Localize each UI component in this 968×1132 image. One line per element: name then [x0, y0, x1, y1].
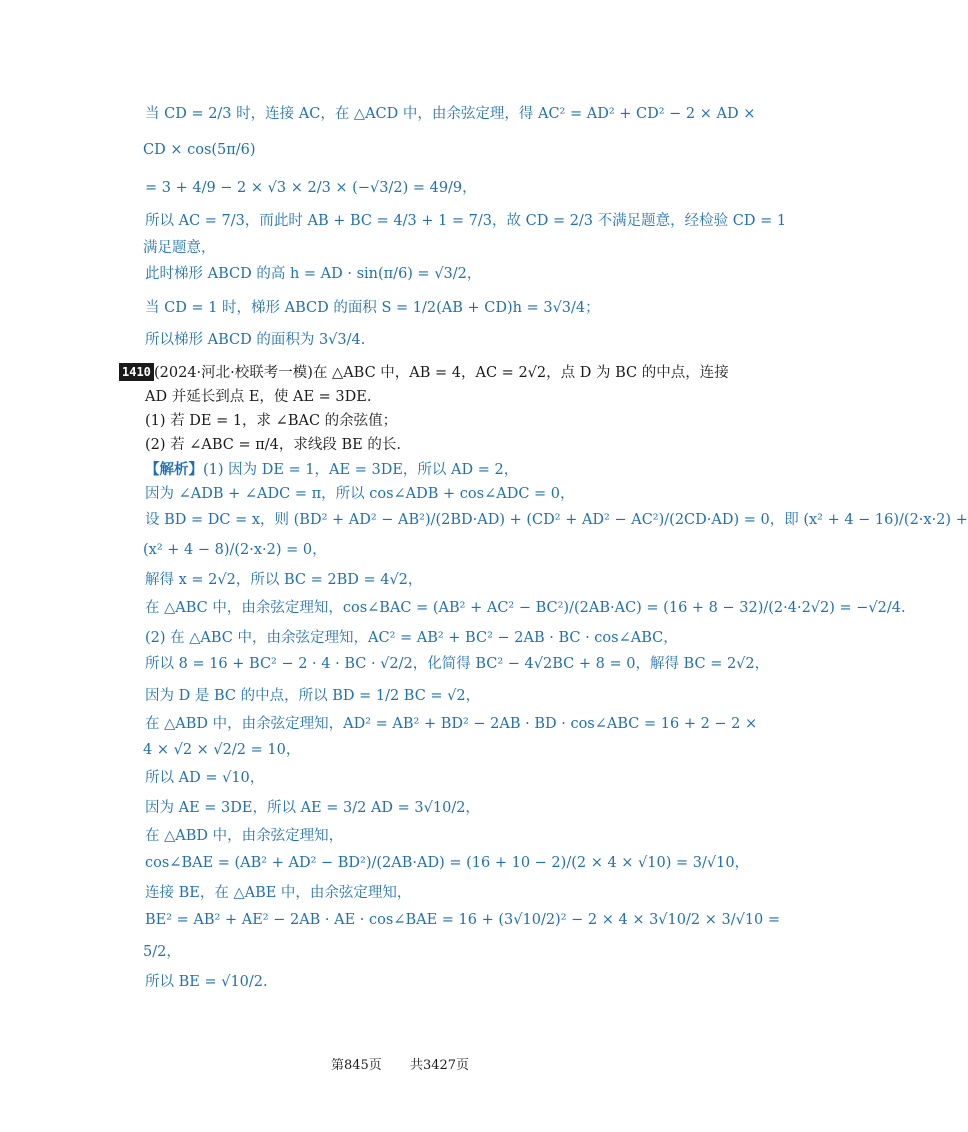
solution-line: (2) 在 △ABC 中，由余弦定理知，AC² = AB² + BC² − 2AB · BC · cos∠ABC， — [145, 630, 678, 646]
problem-line: (2024·河北·校联考一模)在 △ABC 中，AB = 4，AC = 2√2，点 D 为 BC 的中点，连接 — [154, 365, 729, 381]
solution-line: 在 △ABC 中，由余弦定理知，cos∠BAC = (AB² + AC² − BC²)/(2AB·AC) = (16 + 8 − 32)/(2·4·2√2) = −√2/4. — [145, 600, 906, 616]
text-line: 满足题意， — [143, 240, 216, 256]
page-number: 第845页 — [330, 1058, 382, 1073]
text-line: = 3 + 4/9 − 2 × √3 × 2/3 × (−√3/2) = 49/9， — [145, 180, 477, 196]
solution-line: 设 BD = DC = x，则 (BD² + AD² − AB²)/(2BD·AD) + (CD² + AD² − AC²)/(2CD·AD) = 0，即 (x² + 4 − 16)/(2·x·2) + — [145, 512, 968, 528]
total-pages: 共3427页 — [409, 1058, 470, 1073]
solution-line: cos∠BAE = (AB² + AD² − BD²)/(2AB·AD) = (16 + 10 − 2)/(2 × 4 × √10) = 3/√10， — [145, 855, 750, 871]
solution-line: 所以 BE = √10/2. — [145, 974, 268, 990]
solution-line: 连接 BE，在 △ABE 中，由余弦定理知， — [145, 885, 412, 901]
question-2: (2) 若 ∠ABC = π/4，求线段 BE 的长. — [145, 437, 401, 453]
solution-line: 所以 8 = 16 + BC² − 2 · 4 · BC · √2/2，化简得 BC² − 4√2BC + 8 = 0，解得 BC = 2√2， — [145, 656, 770, 672]
solution-line: 在 △ABD 中，由余弦定理知， — [145, 828, 344, 844]
page-footer — [0, 1054, 800, 1073]
text-line: 所以梯形 ABCD 的面积为 3√3/4. — [145, 332, 366, 348]
question-1: (1) 若 DE = 1，求 ∠BAC 的余弦值； — [145, 413, 398, 429]
solution-line: BE² = AB² + AE² − 2AB · AE · cos∠BAE = 16 + (3√10/2)² − 2 × 4 × 3√10/2 × 3/√10 = — [145, 912, 781, 928]
solution-line: 因为 ∠ADB + ∠ADC = π，所以 cos∠ADB + cos∠ADC = 0， — [145, 486, 575, 502]
text-line: 当 CD = 2/3 时，连接 AC，在 △ACD 中，由余弦定理，得 AC² = AD² + CD² − 2 × AD × — [145, 106, 756, 122]
solution-line: 5/2， — [143, 944, 181, 960]
solution-first-line — [145, 460, 518, 480]
solution-line: 解得 x = 2√2，所以 BC = 2BD = 4√2， — [145, 572, 423, 588]
solution-line: (x² + 4 − 8)/(2·x·2) = 0， — [143, 542, 327, 558]
solution-tag: 【解析】 — [145, 461, 203, 478]
text-line: 当 CD = 1 时，梯形 ABCD 的面积 S = 1/2(AB + CD)h = 3√3/4； — [145, 300, 600, 316]
solution-line: 在 △ABD 中，由余弦定理知，AD² = AB² + BD² − 2AB · BD · cos∠ABC = 16 + 2 − 2 × — [145, 716, 758, 732]
problem-line: AD 并延长到点 E，使 AE = 3DE. — [145, 389, 372, 405]
solution-line: 4 × √2 × √2/2 = 10， — [143, 742, 301, 758]
text-line: 所以 AC = 7/3，而此时 AB + BC = 4/3 + 1 = 7/3，故 CD = 2/3 不满足题意，经检验 CD = 1 — [145, 213, 787, 229]
solution-line: 因为 AE = 3DE，所以 AE = 3/2 AD = 3√10/2， — [145, 800, 480, 816]
text-line: 此时梯形 ABCD 的高 h = AD · sin(π/6) = √3/2， — [145, 266, 482, 282]
problem-number: 1410 — [119, 363, 154, 381]
solution-line: 所以 AD = √10， — [145, 770, 265, 786]
text-line: CD × cos(5π/6) — [143, 142, 256, 158]
solution-text: (1) 因为 DE = 1，AE = 3DE，所以 AD = 2， — [203, 462, 519, 478]
solution-line: 因为 D 是 BC 的中点，所以 BD = 1/2 BC = √2， — [145, 688, 481, 704]
